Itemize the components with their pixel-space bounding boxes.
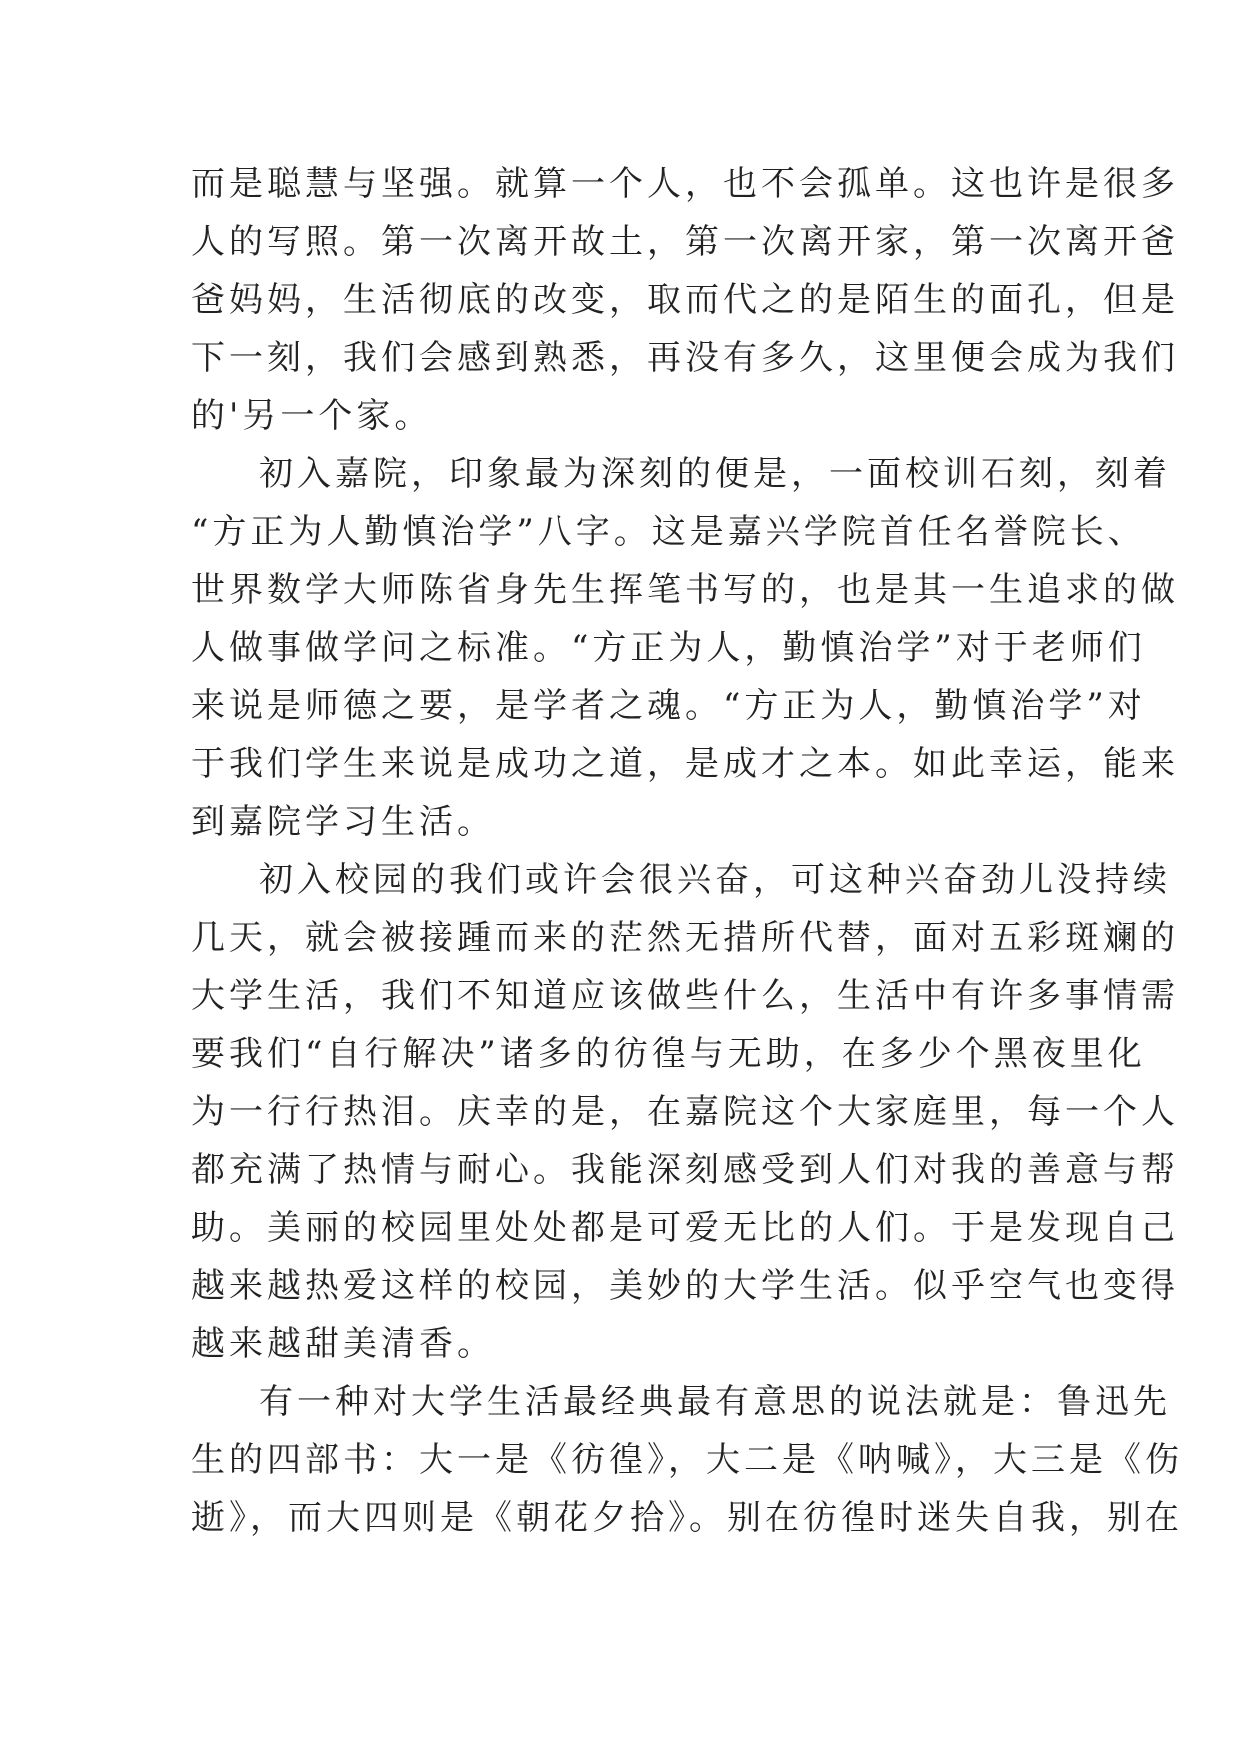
text-line: 逝》，而大四则是《朝花夕拾》。别在彷徨时迷失自我，别在 — [191, 1498, 1183, 1538]
text-line: 越来越热爱这样的校园，美妙的大学生活。似乎空气也变得 — [191, 1266, 1179, 1306]
text-line: 助。美丽的校园里处处都是可爱无比的人们。于是发现自己 — [191, 1208, 1179, 1248]
document-body — [191, 155, 1183, 1547]
text-line: 生的四部书：大一是《彷徨》，大二是《呐喊》，大三是《伤 — [191, 1440, 1183, 1480]
text-line: 人的写照。第一次离开故土，第一次离开家，第一次离开爸 — [191, 222, 1179, 262]
text-line: 有一种对大学生活最经典最有意思的说法就是：鲁迅先 — [259, 1382, 1171, 1422]
text-line: 都充满了热情与耐心。我能深刻感受到人们对我的善意与帮 — [191, 1150, 1179, 1190]
text-line: 初入校园的我们或许会很兴奋，可这种兴奋劲儿没持续 — [259, 860, 1171, 900]
text-line: 而是聪慧与坚强。就算一个人，也不会孤单。这也许是很多 — [191, 164, 1179, 204]
text-line: 要我们“自行解决”诸多的彷徨与无助，在多少个黑夜里化 — [191, 1034, 1146, 1074]
text-line: 为一行行热泪。庆幸的是，在嘉院这个大家庭里，每一个人 — [191, 1092, 1179, 1132]
text-line: 初入嘉院，印象最为深刻的便是，一面校训石刻，刻着 — [259, 454, 1171, 494]
text-line: 世界数学大师陈省身先生挥笔书写的，也是其一生追求的做 — [191, 570, 1179, 610]
paragraph-1 — [191, 155, 1179, 445]
paragraph-2 — [191, 445, 1179, 851]
text-line: 下一刻，我们会感到熟悉，再没有多久，这里便会成为我们 — [191, 338, 1179, 378]
text-line: 大学生活，我们不知道应该做些什么，生活中有许多事情需 — [191, 976, 1179, 1016]
text-line: 来说是师德之要，是学者之魂。“方正为人，勤慎治学”对 — [191, 686, 1146, 726]
text-line: 到嘉院学习生活。 — [191, 802, 495, 842]
text-line: 于我们学生来说是成功之道，是成才之本。如此幸运，能来 — [191, 744, 1179, 784]
text-line: 爸妈妈，生活彻底的改变，取而代之的是陌生的面孔，但是 — [191, 280, 1179, 320]
paragraph-3 — [191, 851, 1179, 1373]
text-line: “方正为人勤慎治学”八字。这是嘉兴学院首任名誉院长、 — [191, 512, 1146, 552]
text-line: 几天，就会被接踵而来的茫然无措所代替，面对五彩斑斓的 — [191, 918, 1179, 958]
text-line: 的'另一个家。 — [191, 396, 433, 436]
text-line: 人做事做学问之标准。“方正为人，勤慎治学”对于老师们 — [191, 628, 1146, 668]
text-line: 越来越甜美清香。 — [191, 1324, 495, 1364]
paragraph-4 — [191, 1373, 1183, 1547]
